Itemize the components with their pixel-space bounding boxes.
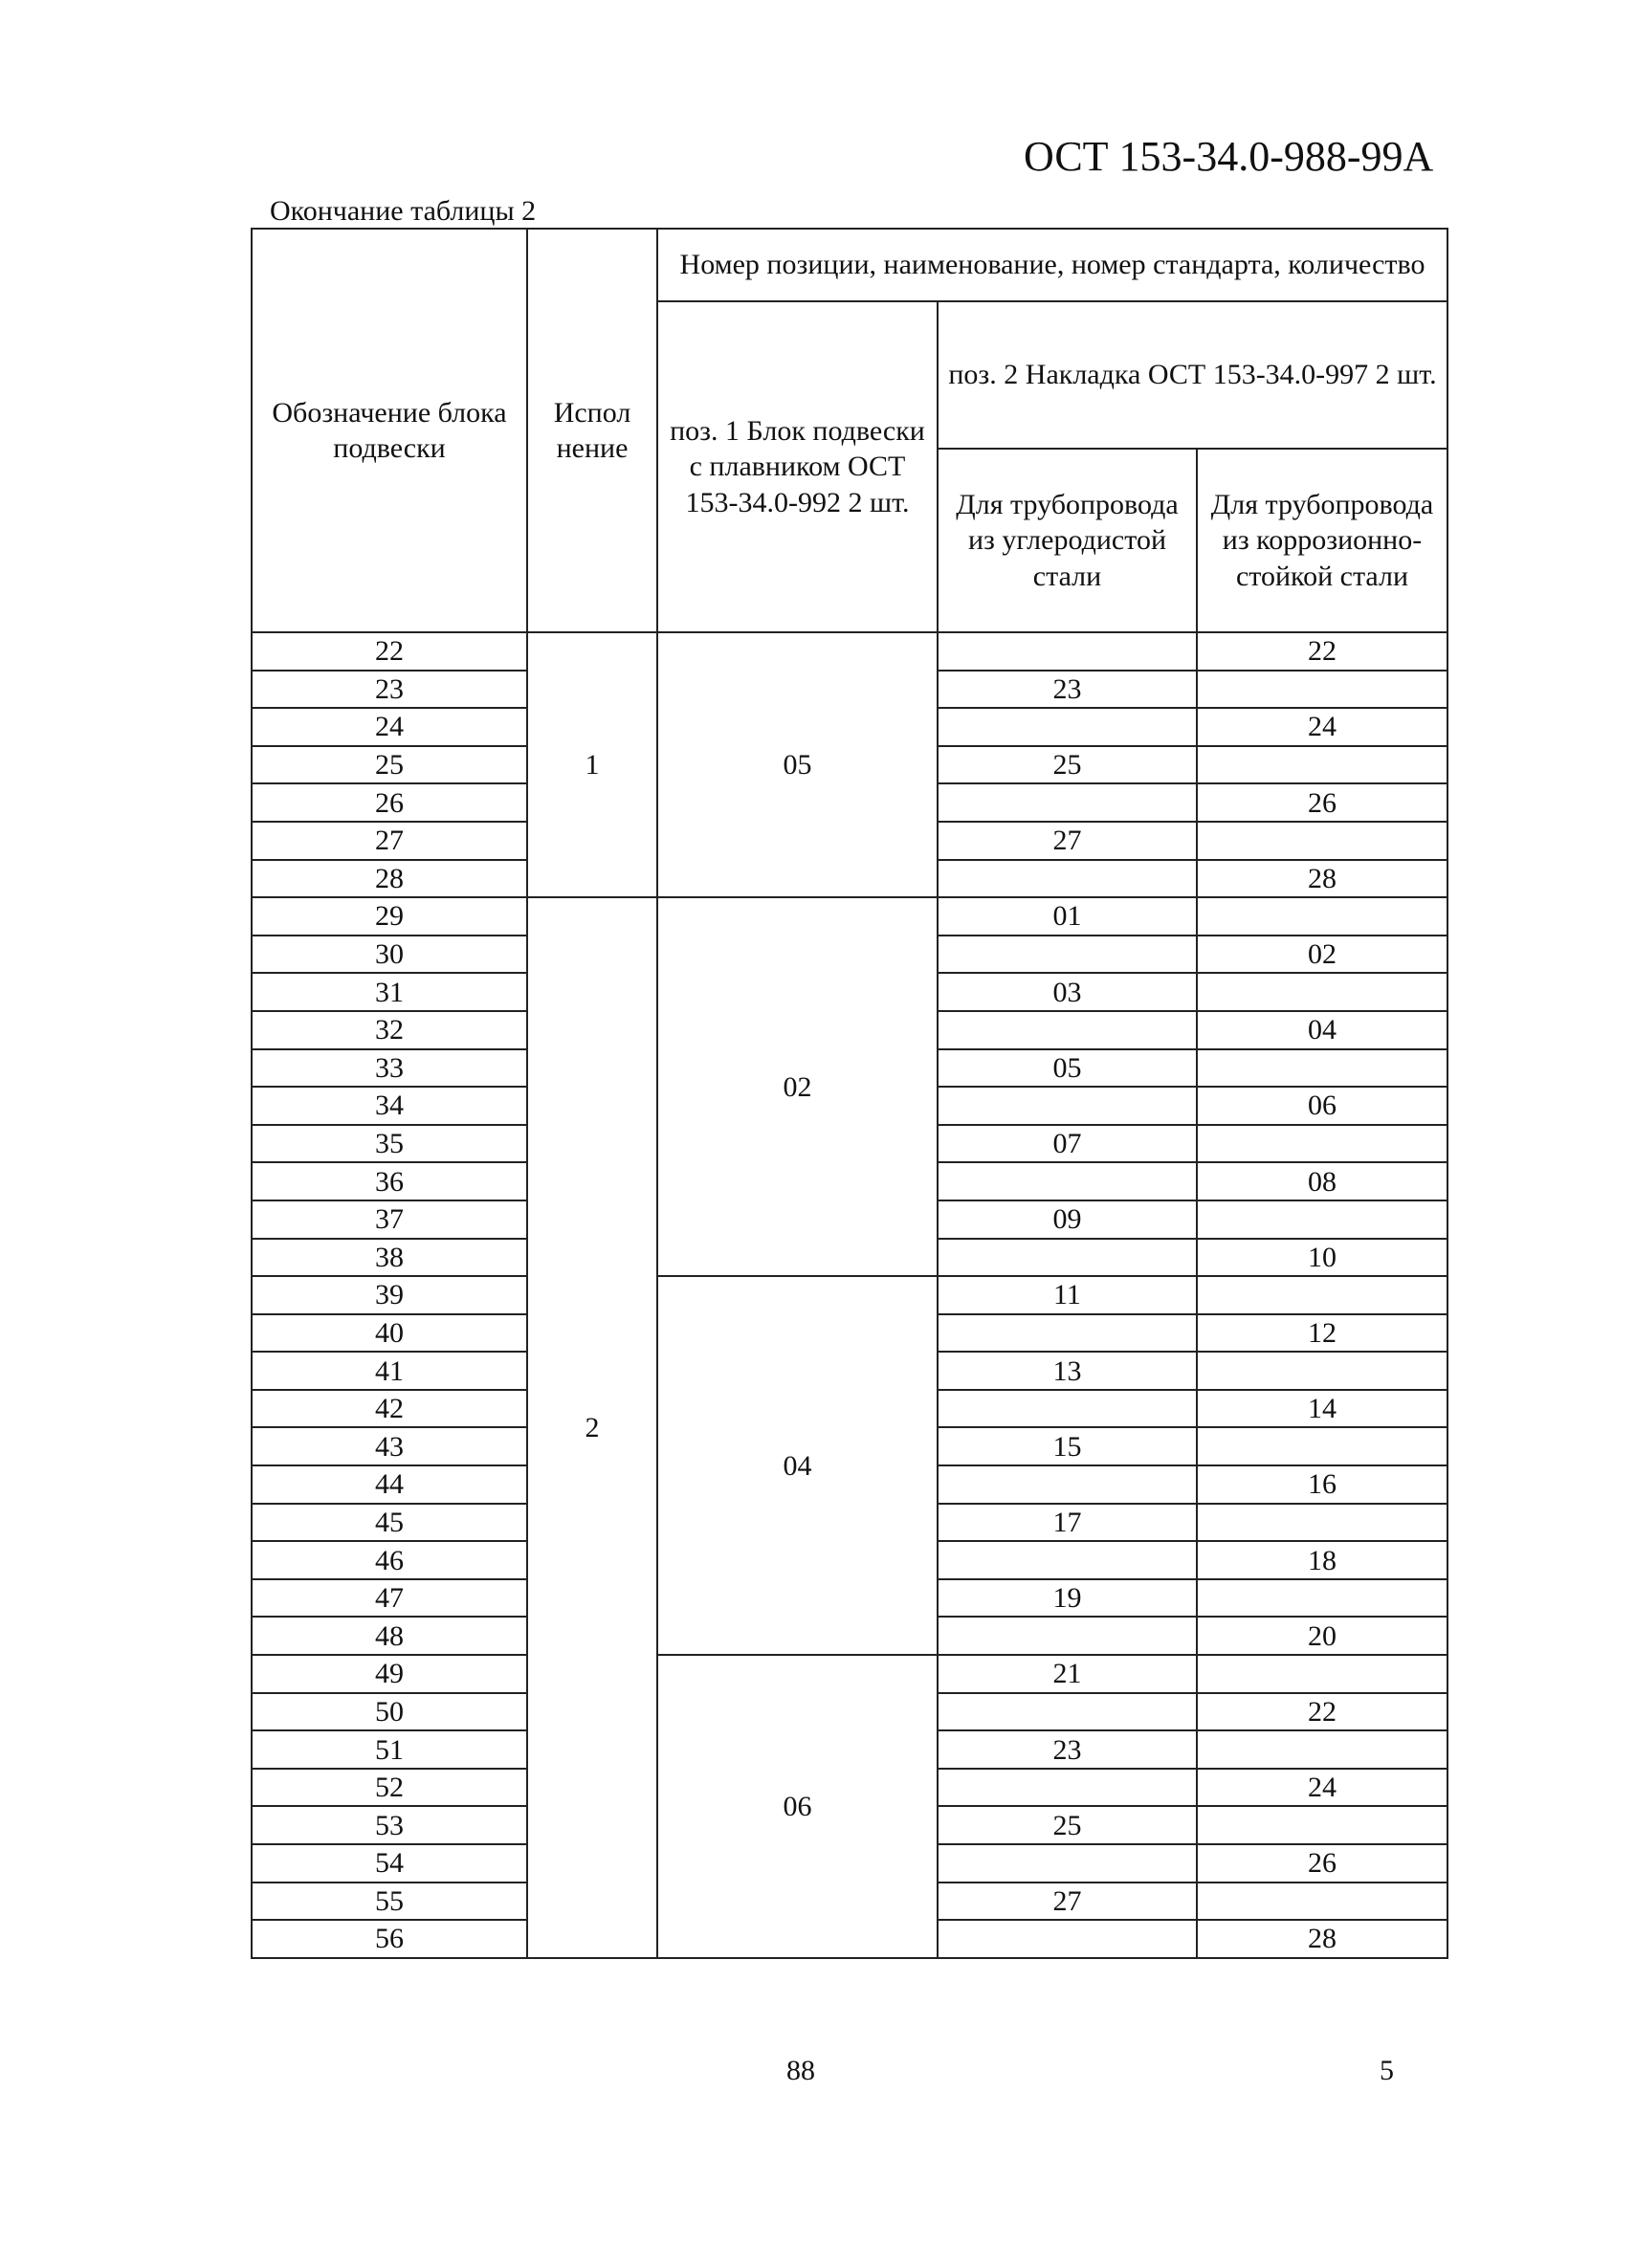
designation-cell: 28 — [252, 860, 527, 898]
document-code: ОСТ 153-34.0-988-99А — [1024, 133, 1434, 180]
pos2-stainless-cell: 24 — [1197, 1769, 1447, 1807]
pos2-carbon-cell — [938, 1314, 1197, 1353]
pos2-carbon-cell — [938, 632, 1197, 671]
page-number: 88 — [786, 2055, 815, 2086]
pos2-carbon-cell — [938, 783, 1197, 822]
pos2-carbon-cell — [938, 1541, 1197, 1579]
pos1-cell: 05 — [657, 632, 938, 897]
pos2-stainless-cell: 22 — [1197, 1693, 1447, 1731]
header-pos2-stainless: Для трубопровода из коррозионно-стойкой стали — [1197, 449, 1447, 632]
pos2-stainless-cell: 26 — [1197, 783, 1447, 822]
pos2-carbon-cell: 07 — [938, 1125, 1197, 1163]
pos2-stainless-cell — [1197, 1504, 1447, 1542]
table-row — [252, 897, 1447, 936]
pos2-stainless-cell: 12 — [1197, 1314, 1447, 1353]
designation-cell: 30 — [252, 936, 527, 974]
pos2-stainless-cell — [1197, 1200, 1447, 1239]
pos2-stainless-cell: 28 — [1197, 1920, 1447, 1958]
pos2-stainless-cell — [1197, 1427, 1447, 1465]
pos2-stainless-cell — [1197, 1579, 1447, 1618]
designation-cell: 27 — [252, 822, 527, 860]
pos2-carbon-cell: 03 — [938, 973, 1197, 1011]
designation-cell: 35 — [252, 1125, 527, 1163]
pos2-stainless-cell: 24 — [1197, 708, 1447, 746]
header-pos2-carbon: Для трубопровода из углеродистой стали — [938, 449, 1197, 632]
designation-cell: 51 — [252, 1730, 527, 1769]
pos1-cell: 04 — [657, 1276, 938, 1655]
pos2-carbon-cell: 11 — [938, 1276, 1197, 1314]
pos2-carbon-cell: 21 — [938, 1655, 1197, 1693]
designation-cell: 44 — [252, 1465, 527, 1504]
designation-cell: 24 — [252, 708, 527, 746]
pos2-stainless-cell — [1197, 897, 1447, 936]
pos2-stainless-cell — [1197, 1352, 1447, 1390]
designation-cell: 43 — [252, 1427, 527, 1465]
pos2-carbon-cell: 27 — [938, 822, 1197, 860]
designation-cell: 50 — [252, 1693, 527, 1731]
pos1-cell: 06 — [657, 1655, 938, 1958]
pos2-stainless-cell: 22 — [1197, 632, 1447, 671]
pos2-carbon-cell: 23 — [938, 671, 1197, 709]
pos2-carbon-cell: 09 — [938, 1200, 1197, 1239]
designation-cell: 53 — [252, 1806, 527, 1844]
pos2-carbon-cell: 19 — [938, 1579, 1197, 1618]
pos2-carbon-cell — [938, 1465, 1197, 1504]
designation-cell: 55 — [252, 1883, 527, 1921]
designation-cell: 22 — [252, 632, 527, 671]
pos2-stainless-cell: 06 — [1197, 1087, 1447, 1125]
header-pos1: поз. 1 Блок подвески с плавником ОСТ 153-34.0-992 2 шт. — [657, 301, 938, 632]
pos2-stainless-cell: 18 — [1197, 1541, 1447, 1579]
table-row — [252, 1655, 1447, 1693]
pos2-carbon-cell: 25 — [938, 1806, 1197, 1844]
header-designation: Обозначение блока подвески — [252, 229, 527, 632]
pos2-stainless-cell: 02 — [1197, 936, 1447, 974]
designation-cell: 31 — [252, 973, 527, 1011]
pos2-stainless-cell — [1197, 1730, 1447, 1769]
execution-cell: 2 — [527, 897, 657, 1958]
pos2-stainless-cell: 14 — [1197, 1390, 1447, 1428]
spec-table — [251, 228, 1448, 1959]
designation-cell: 40 — [252, 1314, 527, 1353]
pos2-carbon-cell — [938, 1844, 1197, 1883]
designation-cell: 25 — [252, 746, 527, 784]
designation-cell: 23 — [252, 671, 527, 709]
designation-cell: 54 — [252, 1844, 527, 1883]
designation-cell: 42 — [252, 1390, 527, 1428]
pos2-carbon-cell: 23 — [938, 1730, 1197, 1769]
pos2-carbon-cell — [938, 1239, 1197, 1277]
pos2-carbon-cell — [938, 1920, 1197, 1958]
designation-cell: 46 — [252, 1541, 527, 1579]
pos2-stainless-cell — [1197, 1049, 1447, 1088]
pos2-stainless-cell — [1197, 1276, 1447, 1314]
pos2-carbon-cell — [938, 1390, 1197, 1428]
pos2-carbon-cell — [938, 1617, 1197, 1655]
designation-cell: 48 — [252, 1617, 527, 1655]
designation-cell: 34 — [252, 1087, 527, 1125]
designation-cell: 45 — [252, 1504, 527, 1542]
pos2-carbon-cell: 13 — [938, 1352, 1197, 1390]
header-pos2: поз. 2 Накладка ОСТ 153-34.0-997 2 шт. — [938, 301, 1447, 449]
pos2-stainless-cell: 04 — [1197, 1011, 1447, 1049]
designation-cell: 29 — [252, 897, 527, 936]
pos2-stainless-cell — [1197, 746, 1447, 784]
sheet-number: 5 — [1380, 2055, 1394, 2086]
pos2-stainless-cell: 20 — [1197, 1617, 1447, 1655]
pos2-carbon-cell — [938, 1162, 1197, 1200]
table-row — [252, 632, 1447, 671]
pos2-carbon-cell: 17 — [938, 1504, 1197, 1542]
pos1-cell: 02 — [657, 897, 938, 1276]
designation-cell: 38 — [252, 1239, 527, 1277]
pos2-stainless-cell: 08 — [1197, 1162, 1447, 1200]
pos2-carbon-cell — [938, 1011, 1197, 1049]
pos2-carbon-cell — [938, 936, 1197, 974]
table-row — [252, 1276, 1447, 1314]
header-group: Номер позиции, наименование, номер стандарта, количество — [657, 229, 1447, 301]
table-caption: Окончание таблицы 2 — [270, 195, 537, 227]
pos2-carbon-cell — [938, 1087, 1197, 1125]
pos2-carbon-cell — [938, 708, 1197, 746]
pos2-stainless-cell — [1197, 822, 1447, 860]
pos2-stainless-cell — [1197, 1806, 1447, 1844]
pos2-carbon-cell: 05 — [938, 1049, 1197, 1088]
pos2-stainless-cell — [1197, 1125, 1447, 1163]
pos2-stainless-cell — [1197, 1655, 1447, 1693]
header-execution: Испол нение — [527, 229, 657, 632]
pos2-carbon-cell: 27 — [938, 1883, 1197, 1921]
designation-cell: 41 — [252, 1352, 527, 1390]
designation-cell: 26 — [252, 783, 527, 822]
designation-cell: 56 — [252, 1920, 527, 1958]
pos2-stainless-cell: 28 — [1197, 860, 1447, 898]
designation-cell: 39 — [252, 1276, 527, 1314]
pos2-stainless-cell — [1197, 973, 1447, 1011]
pos2-stainless-cell — [1197, 1883, 1447, 1921]
pos2-carbon-cell: 01 — [938, 897, 1197, 936]
pos2-stainless-cell: 26 — [1197, 1844, 1447, 1883]
designation-cell: 36 — [252, 1162, 527, 1200]
pos2-carbon-cell: 25 — [938, 746, 1197, 784]
pos2-carbon-cell — [938, 1769, 1197, 1807]
designation-cell: 52 — [252, 1769, 527, 1807]
pos2-carbon-cell — [938, 860, 1197, 898]
pos2-carbon-cell — [938, 1693, 1197, 1731]
designation-cell: 47 — [252, 1579, 527, 1618]
designation-cell: 49 — [252, 1655, 527, 1693]
designation-cell: 32 — [252, 1011, 527, 1049]
pos2-stainless-cell — [1197, 671, 1447, 709]
pos2-stainless-cell: 16 — [1197, 1465, 1447, 1504]
pos2-carbon-cell: 15 — [938, 1427, 1197, 1465]
designation-cell: 37 — [252, 1200, 527, 1239]
execution-cell: 1 — [527, 632, 657, 897]
designation-cell: 33 — [252, 1049, 527, 1088]
pos2-stainless-cell: 10 — [1197, 1239, 1447, 1277]
